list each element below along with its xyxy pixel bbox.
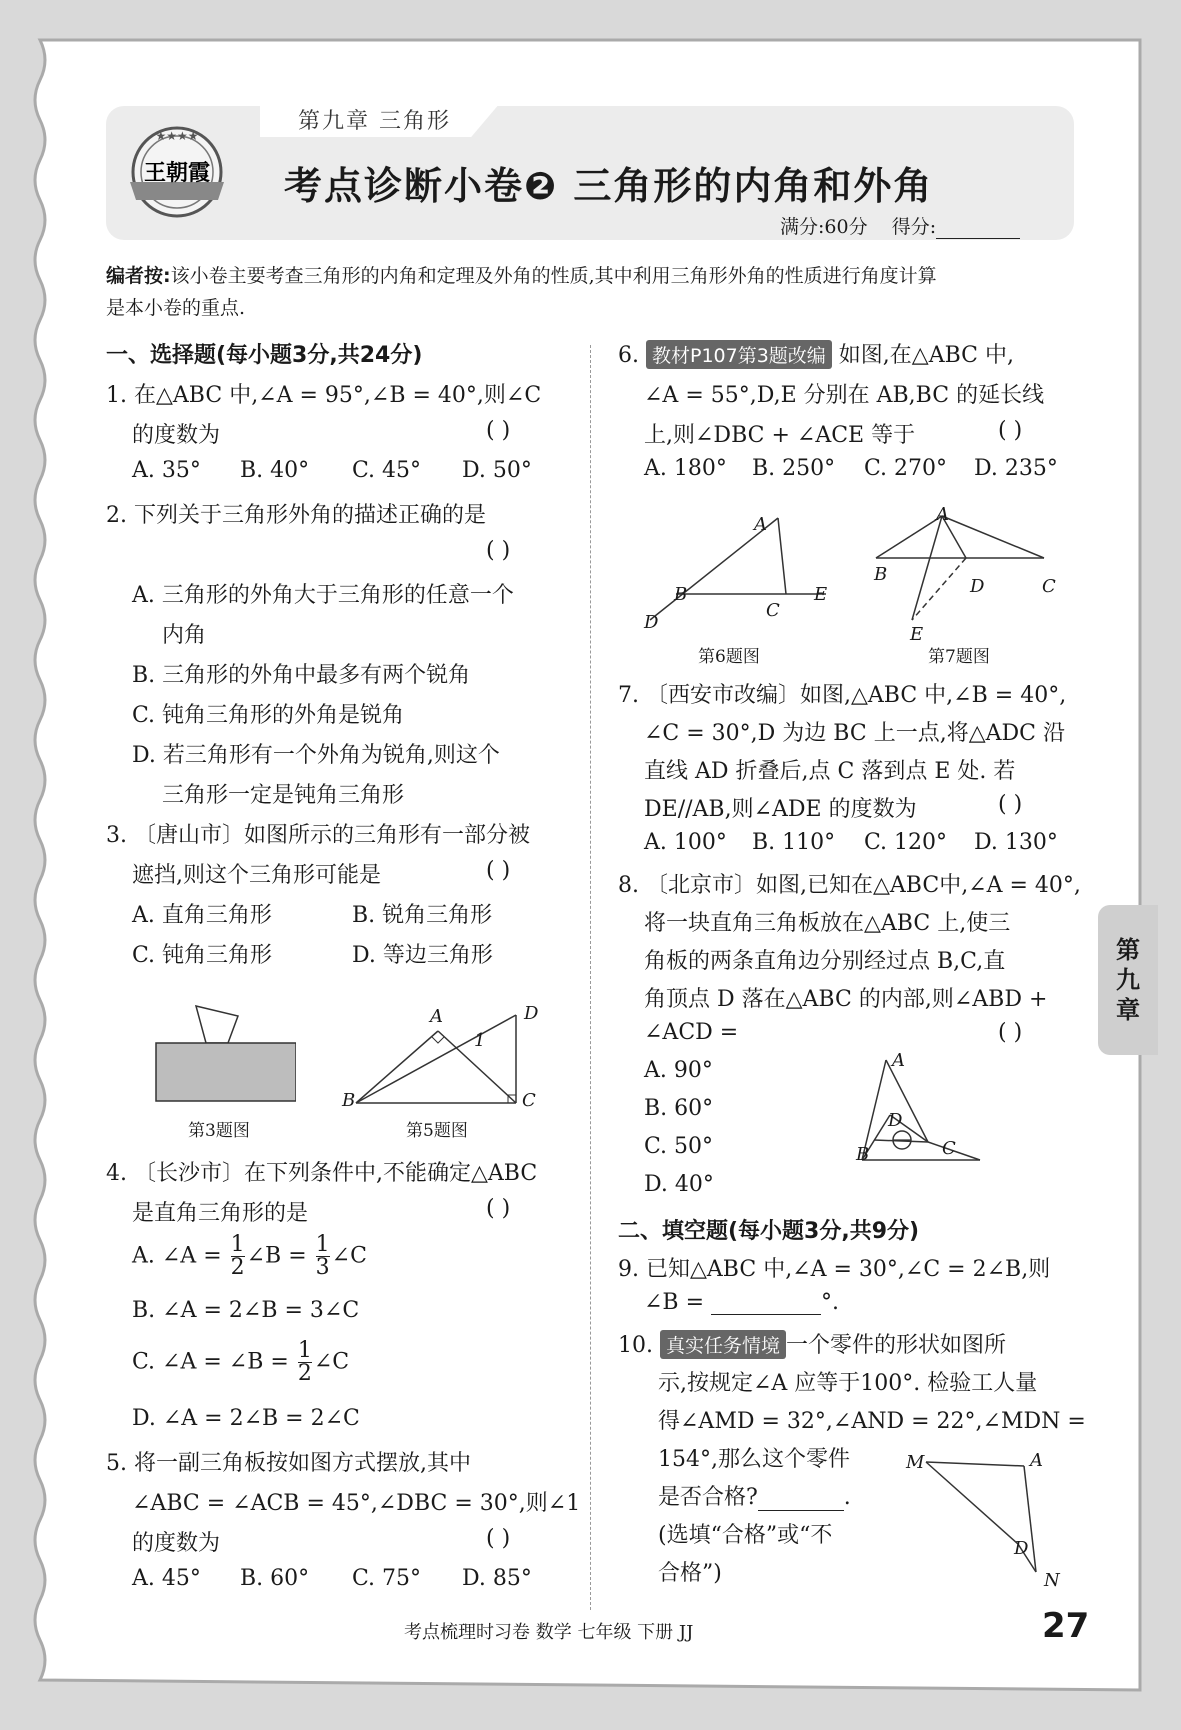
q2-option-c[interactable]: C. 钝角三角形的外角是锐角 xyxy=(132,703,405,728)
fraction-1-3 xyxy=(316,1234,330,1279)
q3-option-c[interactable]: C. 钝角三角形 xyxy=(132,943,273,968)
q8-option-b[interactable]: B. 60° xyxy=(644,1096,714,1121)
q6-option-c[interactable]: C. 270° xyxy=(864,456,948,481)
figure-7-caption: 第7题图 xyxy=(928,647,990,667)
q1-line2: 的度数为 xyxy=(132,423,221,448)
fig10-label-d: D xyxy=(1014,1538,1029,1559)
q5-option-a[interactable]: A. 45° xyxy=(132,1566,201,1591)
q5-option-b[interactable]: B. 60° xyxy=(240,1566,310,1591)
logo-badge xyxy=(122,120,232,225)
q10-line7: 合格”) xyxy=(658,1561,722,1586)
fig6-label-e: E xyxy=(814,584,828,605)
q9-line1: 9. 已知△ABC 中,∠A = 30°,∠C = 2∠B,则 xyxy=(618,1257,1051,1282)
chapter-side-tab[interactable] xyxy=(1098,905,1158,1055)
q8-line2: 将一块直角三角板放在△ABC 上,使三 xyxy=(644,911,1011,936)
q6-line2: ∠A = 55°,D,E 分别在 AB,BC 的延长线 xyxy=(644,383,1045,408)
frac-den: 3 xyxy=(315,1255,330,1280)
frac-num: 1 xyxy=(297,1338,312,1363)
frac-den: 2 xyxy=(230,1255,245,1280)
chapter-label: 第九章 三角形 xyxy=(298,109,451,134)
fig6-label-c: C xyxy=(766,600,780,621)
editor-note-label: 编者按: xyxy=(106,265,171,287)
fig5-label-a: A xyxy=(430,1006,443,1027)
q2-paren[interactable]: ( ) xyxy=(486,538,511,563)
q4-a-post: ∠C xyxy=(331,1243,367,1269)
q2-option-a-cont: 内角 xyxy=(162,623,207,648)
q2-option-b[interactable]: B. 三角形的外角中最多有两个锐角 xyxy=(132,663,471,688)
fig5-label-b: B xyxy=(342,1090,356,1111)
editor-note-text2: 是本小卷的重点. xyxy=(106,297,246,319)
q10-number: 10. xyxy=(618,1333,653,1358)
q5-option-c[interactable]: C. 75° xyxy=(352,1566,422,1591)
q1-option-b[interactable]: B. 40° xyxy=(240,458,310,483)
q8-option-c[interactable]: C. 50° xyxy=(644,1134,714,1159)
q3-line2: 遮挡,则这个三角形可能是 xyxy=(132,863,381,888)
fig8-label-a: A xyxy=(892,1050,905,1071)
q4-c-post: ∠C xyxy=(313,1349,350,1375)
q10-line6: (选填“合格”或“不 xyxy=(658,1523,833,1548)
q3-line1: 3. 〔唐山市〕如图所示的三角形有一部分被 xyxy=(106,823,530,848)
q7-option-c[interactable]: C. 120° xyxy=(864,830,948,855)
q4-line2: 是直角三角形的是 xyxy=(132,1201,309,1226)
footer-text: 考点梳理时习卷 数学 七年级 下册 JJ xyxy=(404,1622,694,1643)
q6-line1-text: 如图,在△ABC 中, xyxy=(831,343,1015,368)
q4-paren[interactable]: ( ) xyxy=(486,1196,511,1221)
q2-line1: 2. 下列关于三角形外角的描述正确的是 xyxy=(106,503,486,528)
q6-line3: 上,则∠DBC + ∠ACE 等于 xyxy=(644,423,916,448)
q8-line1: 8. 〔北京市〕如图,已知在△ABC中,∠A = 40°, xyxy=(618,873,1081,898)
q4-option-a[interactable] xyxy=(132,1234,367,1279)
frac-num: 1 xyxy=(230,1232,245,1257)
q6-option-a[interactable]: A. 180° xyxy=(644,456,727,481)
figure-5-caption: 第5题图 xyxy=(406,1121,468,1141)
full-score: 满分:60分 xyxy=(780,216,868,238)
editor-note-text1: 该小卷主要考查三角形的内角和定理及外角的性质,其中利用三角形外角的性质进行角度计算 xyxy=(170,265,937,287)
q4-c-pre: C. ∠A = ∠B = xyxy=(132,1349,289,1375)
q8-line4: 角顶点 D 落在△ABC 的内部,则∠ABD + xyxy=(644,987,1048,1012)
fig7-label-c: C xyxy=(1042,576,1056,597)
fig8-label-d: D xyxy=(888,1110,903,1131)
q1-option-a[interactable]: A. 35° xyxy=(132,458,201,483)
q7-line3: 直线 AD 折叠后,点 C 落到点 E 处. 若 xyxy=(644,759,1016,784)
frac-num: 1 xyxy=(315,1232,330,1257)
frac-den: 2 xyxy=(297,1361,312,1386)
q7-option-b[interactable]: B. 110° xyxy=(752,830,836,855)
q10-line5 xyxy=(658,1480,851,1511)
q8-paren[interactable]: ( ) xyxy=(998,1020,1023,1045)
fig7-label-d: D xyxy=(970,576,985,597)
score-blank[interactable] xyxy=(936,222,1020,239)
q7-option-d[interactable]: D. 130° xyxy=(974,830,1058,855)
q3-option-d[interactable]: D. 等边三角形 xyxy=(352,943,493,968)
q4-option-c[interactable] xyxy=(132,1340,349,1385)
q8-line5: ∠ACD = xyxy=(644,1020,739,1045)
fig6-label-d: D xyxy=(644,612,659,633)
q3-paren[interactable]: ( ) xyxy=(486,858,511,883)
q1-line1: 1. 在△ABC 中,∠A = 95°,∠B = 40°,则∠C xyxy=(106,383,542,408)
q9-end: °. xyxy=(821,1290,840,1315)
section-1-title: 一、选择题(每小题3分,共24分) xyxy=(106,343,423,368)
q10-line4: 154°,那么这个零件 xyxy=(658,1447,850,1472)
q2-option-d[interactable]: D. 若三角形有一个外角为锐角,则这个 xyxy=(132,743,500,768)
q5-line3: 的度数为 xyxy=(132,1531,221,1556)
q5-line1: 5. 将一副三角板按如图方式摆放,其中 xyxy=(106,1451,471,1476)
fig10-label-n: N xyxy=(1044,1570,1060,1591)
q8-option-d[interactable]: D. 40° xyxy=(644,1172,714,1197)
q6-source-tag: 教材P107第3题改编 xyxy=(646,340,832,369)
q7-line2: ∠C = 30°,D 为边 BC 上一点,将△ADC 沿 xyxy=(644,721,1065,746)
logo-text: 王朝霞 xyxy=(143,161,211,186)
page-title: 考点诊断小卷❷ 三角形的内角和外角 xyxy=(284,164,934,208)
fig7-label-a: A xyxy=(936,504,949,525)
figure-3-caption: 第3题图 xyxy=(188,1121,250,1141)
q10-answer-blank[interactable] xyxy=(758,1494,844,1511)
q4-a-pre: A. ∠A = xyxy=(132,1243,222,1269)
q7-paren[interactable]: ( ) xyxy=(998,792,1023,817)
figure-7 xyxy=(868,508,1068,638)
q10-line3: 得∠AMD = 32°,∠AND = 22°,∠MDN = xyxy=(658,1409,1086,1434)
q8-option-a[interactable]: A. 90° xyxy=(644,1058,713,1083)
q7-line4: DE//AB,则∠ADE 的度数为 xyxy=(644,797,917,822)
fraction-1-2 xyxy=(231,1234,245,1279)
q5-option-d[interactable]: D. 85° xyxy=(462,1566,532,1591)
fig5-label-c: C xyxy=(522,1090,536,1111)
q7-option-a[interactable]: A. 100° xyxy=(644,830,727,855)
fig6-label-b: B xyxy=(674,584,688,605)
page-number: 27 xyxy=(1042,1606,1090,1646)
figure-6-caption: 第6题图 xyxy=(698,647,760,667)
q7-line1: 7. 〔西安市改编〕如图,△ABC 中,∠B = 40°, xyxy=(618,683,1067,708)
score-area xyxy=(780,212,1020,239)
q1-option-c[interactable]: C. 45° xyxy=(352,458,422,483)
q4-a-mid: ∠B = xyxy=(246,1243,307,1269)
q10-line2: 示,按规定∠A 应等于100°. 检验工人量 xyxy=(658,1371,1038,1396)
q6-number: 6. xyxy=(618,343,639,368)
side-tab-char-1: 第 xyxy=(1116,936,1140,964)
figure-3 xyxy=(146,998,296,1108)
editor-note xyxy=(106,260,1081,324)
q6-option-b[interactable]: B. 250° xyxy=(752,456,836,481)
q9-answer-blank[interactable] xyxy=(711,1298,821,1315)
fig6-label-a: A xyxy=(754,514,767,535)
fig7-label-b: B xyxy=(874,564,888,585)
svg-text:★★★★: ★★★★ xyxy=(155,129,199,143)
side-tab-char-2: 九 xyxy=(1116,966,1140,994)
q9-b-label: ∠B = xyxy=(644,1290,705,1315)
fig5-label-d: D xyxy=(524,1003,539,1024)
q1-option-d[interactable]: D. 50° xyxy=(462,458,532,483)
column-divider xyxy=(590,345,591,1610)
q6-line1 xyxy=(618,338,1014,369)
fig10-label-a: A xyxy=(1030,1450,1043,1471)
q4-option-b[interactable]: B. ∠A = 2∠B = 3∠C xyxy=(132,1298,360,1323)
q1-paren[interactable]: ( ) xyxy=(486,418,511,443)
q2-option-a[interactable]: A. 三角形的外角大于三角形的任意一个 xyxy=(132,583,514,608)
q10-line1 xyxy=(618,1328,1006,1359)
fraction-1-2 xyxy=(298,1340,312,1385)
fig10-label-m: M xyxy=(906,1452,925,1473)
q3-option-b[interactable]: B. 锐角三角形 xyxy=(352,903,493,928)
fig7-label-e: E xyxy=(910,624,924,645)
fig5-label-1: 1 xyxy=(474,1030,486,1051)
q10-end: . xyxy=(843,1485,851,1510)
q10-question: 是否合格? xyxy=(658,1485,758,1510)
q9-line2 xyxy=(644,1290,839,1315)
section-2-title: 二、填空题(每小题3分,共9分) xyxy=(618,1219,920,1244)
side-tab-char-3: 章 xyxy=(1116,996,1140,1024)
q10-line1-text: 一个零件的形状如图所 xyxy=(786,1333,1007,1358)
fig8-label-b: B xyxy=(856,1144,870,1165)
q5-paren[interactable]: ( ) xyxy=(486,1526,511,1551)
score-label: 得分: xyxy=(891,216,937,238)
q4-option-d[interactable]: D. ∠A = 2∠B = 2∠C xyxy=(132,1406,360,1431)
q3-option-a[interactable]: A. 直角三角形 xyxy=(132,903,272,928)
q6-paren[interactable]: ( ) xyxy=(998,418,1023,443)
figure-6 xyxy=(636,510,836,630)
q2-option-d-cont: 三角形一定是钝角三角形 xyxy=(162,783,405,808)
q4-line1: 4. 〔长沙市〕在下列条件中,不能确定△ABC xyxy=(106,1161,538,1186)
q5-line2: ∠ABC = ∠ACB = 45°,∠DBC = 30°,则∠1 xyxy=(132,1491,581,1516)
fig8-label-c: C xyxy=(942,1138,956,1159)
q10-source-tag: 真实任务情境 xyxy=(660,1330,786,1359)
q6-option-d[interactable]: D. 235° xyxy=(974,456,1058,481)
q8-line3: 角板的两条直角边分别经过点 B,C,直 xyxy=(644,949,1006,974)
